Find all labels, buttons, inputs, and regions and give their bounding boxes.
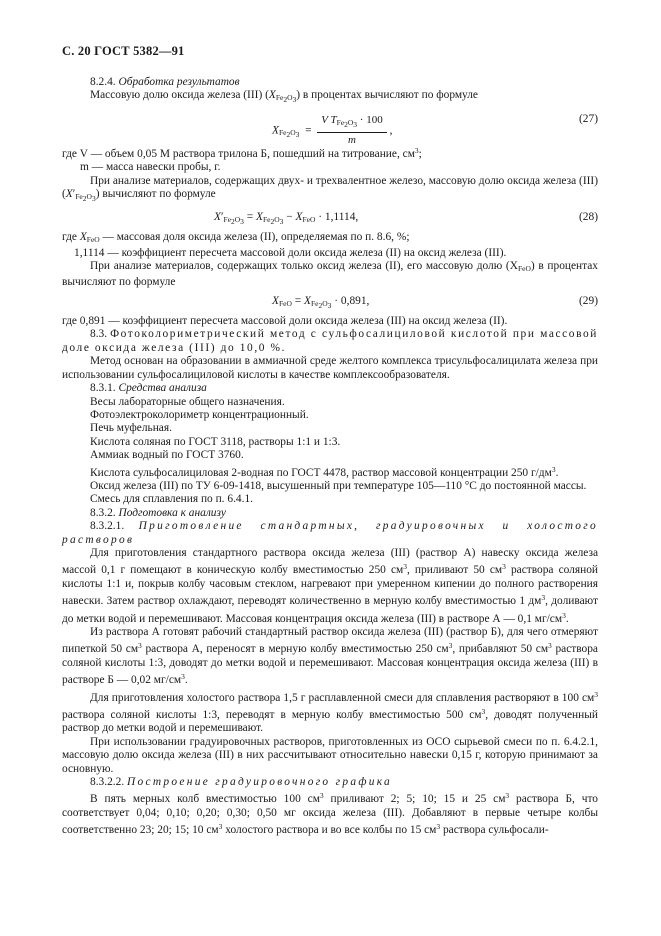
text: При анализе материалов, содержащих двух- и трехвалентное железо, массовую долю оксида железа (III) ( xyxy=(62,174,598,201)
paragraph-intro-27: Массовую долю оксида железа (III) $(X_{Fe_2O_3})$ в процентах вычисляют по формуле xyxy=(90,89,478,105)
text: раствора соляной кислоты 1:3, доводят до метки водой и перемешивают. Массовая концентрация оксида железа (III) в растворе Б — 0,02 мг/см xyxy=(62,643,598,687)
section-8-3-2-heading xyxy=(62,507,598,520)
formula-29 xyxy=(62,293,598,311)
formula-29-expression: $X_{FeO} = X_{Fe_2O_3} \cdot 0,891$, xyxy=(272,295,370,311)
paragraph-feo: При анализе материалов, содержащих только оксид железа (II), его массовую долю $(X_{FeO})$ в процентах вычисляют по формуле xyxy=(62,260,599,288)
text: — массовая доля оксида железа (II), определяемая по п. 8.6, %; xyxy=(99,231,410,244)
text: раствора Б, что соответствует 0,04; 0,10; 0,20; 0,30; 0,50 мг оксида железа (III). Добавляют в первые четыре колбы соответственно 23; 20; 15; 10 см xyxy=(62,793,598,837)
paragraph-calibration-curve: В пять мерных колб вместимостью 100 $см^3$ приливают 2; 5; 10; 15 и 25 $см^3$ раствора Б, что соответствует 0,04; 0,10; 0,20; 0,30; 0,50 мг оксида железа (III). Добавляют в первые четыре колбы соответственно 23; 20; 15; 10 $см^3$ холостого раствора и во все колбы по 15 $см^3$ раствора сульфосали- xyxy=(62,791,598,837)
section-title: Фотоколориметрический метод с сульфосалициловой кислотой при массовой доле оксида железа (III) до 10,0 %. xyxy=(62,328,598,354)
equipment-item: Фотоэлектроколориметр концентрационный. xyxy=(90,408,309,421)
text: , прибавляют 50 см xyxy=(452,643,549,656)
formula-28 xyxy=(62,209,598,227)
equipment-item-mix: Смесь для сплавления по п. 6.4.1. xyxy=(90,493,254,506)
method-description: Метод основан на образовании в аммиачной среде желтого комплекса трисульфосалицилата железа при использовании сульфосалициловой кислоты в качестве комплексообразователя. xyxy=(62,355,598,381)
where-28-line1: где $X_{FeO}$ — массовая доля оксида железа (II), определяемая по п. 8.6, %; xyxy=(62,231,410,245)
text: · 1,1114, xyxy=(315,211,359,224)
section-8-3-2-1-heading xyxy=(62,520,598,547)
section-number: 8.3.1. xyxy=(90,382,116,395)
section-number: 8.3.2.1. xyxy=(90,520,125,533)
where-29: где 0,891 — коэффициент пересчета массовой доли оксида железа (III) на оксид железа (II). xyxy=(62,315,508,328)
section-number: 8.3.2.2. xyxy=(90,776,125,789)
text: , доводят полученный раствор до метки водой и перемешивают. xyxy=(62,709,598,735)
where-28-line2: 1,1114 — коэффициент пересчета массовой доли оксида железа (II) на оксид железа (III). xyxy=(74,246,507,259)
text: раствора сульфосали- xyxy=(440,824,549,837)
text: раствора соляной кислоты 1:1 и, покрыв колбу часовым стеклом, нагревают при умеренном кипении до полного растворения навески. Затем раствор охлаждают, переводят количественно в мерную колбу вместимостью 1 дм xyxy=(62,564,598,608)
text: Кислота сульфосалициловая 2-водная по ГОСТ 4478, раствор массовой концентрации 250 г/дм xyxy=(90,466,552,479)
equipment-item-oxide: Оксид железа (III) по ТУ 6-09-1418, высушенный при температуре 105—110 °С до постоянной массы. xyxy=(90,479,587,492)
formula-27 xyxy=(62,111,598,147)
document-body xyxy=(62,76,598,838)
where-27-line2: m — масса навески пробы, г. xyxy=(80,161,221,174)
formula-28-number: (28) xyxy=(579,211,598,224)
paragraph-mixed: При анализе материалов, содержащих двух- и трехвалентное железо, массовую долю оксида железа (III) $(X'_{Fe_2O_3})$ вычисляют по формуле xyxy=(62,174,598,204)
text: приливают 2; 5; 10; 15 и 25 см xyxy=(323,793,506,806)
paragraph-blank-solution: Для приготовления холостого раствора 1,5 г расплавленной смеси для сплавления растворяют в 100 $см^3$ раствора соляной кислоты 1:3, переводят в мерную колбу вместимостью 500 $см^3$, доводят полученный раствор до метки водой и перемешивают. xyxy=(62,689,598,735)
text: · 0,891, xyxy=(331,295,370,308)
page-header: С. 20 ГОСТ 5382—91 xyxy=(62,44,185,58)
paragraph-calibration-solutions: При использовании градуировочных растворов, приготовленных из ОСО сырьевой смеси по п. 6.4.2.1, массовую долю оксида железа (III) в них рассчитывают относительно навески 0,15 г, которую принимают за основную. xyxy=(62,735,598,775)
equipment-item: Кислота соляная по ГОСТ 3118, растворы 1:1 и 1:3. xyxy=(90,435,341,448)
equipment-item: Печь муфельная. xyxy=(90,422,172,435)
paragraph-solution-b: Из раствора А готовят рабочий стандартный раствор оксида железа (III) (раствор Б), для чего отмеряют пипеткой 50 $см^3$ раствора А, переносят в мерную колбу вместимостью 250 $см^3$, прибавляют 50 $см^3$ раствора соляной кислоты 1:3, доводят до метки водой и перемешивают. Массовая концентрация оксида железа (III) в растворе Б — 0,02 $мг/см^3$. xyxy=(62,626,598,687)
section-8-3-1-heading xyxy=(62,382,598,395)
formula-29-number: (29) xyxy=(579,295,598,308)
text: , доливают до метки водой и перемешивают. Массовая концентрация оксида железа (III) в растворе А — 0,1 мг/см xyxy=(62,595,599,625)
section-8-3-2-2-heading xyxy=(62,776,598,789)
equipment-item: Аммиак водный по ГОСТ 3760. xyxy=(90,449,244,462)
text: , приливают 50 см xyxy=(406,564,503,577)
text: · 100 xyxy=(357,113,383,126)
equipment-item: Весы лабораторные общего назначения. xyxy=(90,395,285,408)
section-title: Обработка результатов xyxy=(118,76,240,88)
section-title: Построение градуировочного графика xyxy=(127,776,393,789)
formula-27-number: (27) xyxy=(579,112,598,125)
text: где V — объем 0,05 М раствора трилона Б, пошедший на титрование, см xyxy=(62,147,415,160)
text: холостого раствора и во все колбы по 15 см xyxy=(222,824,437,837)
text: ) вычисляют по формуле xyxy=(95,188,216,201)
text: , xyxy=(389,124,393,137)
text: Для приготовления стандартного раствора оксида железа (III) (раствор А) навеску оксида железа массой 0,1 г помещают в коническую колбу вместимостью 250 см xyxy=(62,546,598,577)
text: m xyxy=(347,134,356,147)
text: раствора соляной кислоты 1:3, переводят в мерную колбу вместимостью 500 см xyxy=(62,709,482,722)
text: Для приготовления холостого раствора 1,5 г расплавленной смеси для сплавления растворяют в 100 см xyxy=(90,691,595,704)
where-27-line1: где V — объем 0,05 М раствора трилона Б, пошедший на титрование, $см^3$; xyxy=(62,145,422,160)
formula-27-fraction: $\frac{V T_{Fe_2O_3} \cdot 100}{m}$ xyxy=(317,114,386,148)
section-title: Средства анализа xyxy=(118,382,207,395)
text: раствора А, переносят в мерную колбу вместимостью 250 см xyxy=(141,643,449,656)
paragraph-solution-a: Для приготовления стандартного раствора оксида железа (III) (раствор А) навеску оксида железа массой 0,1 г помещают в коническую колбу вместимостью 250 $см^3$, приливают 50 $см^3$ раствора соляной кислоты 1:1 и, покрыв колбу часовым стеклом, нагревают при умеренном кипении до полного растворения навески. Затем раствор охлаждают, переводят количественно в мерную колбу вместимостью 1 $дм^3$, доливают до метки водой и перемешивают. Массовая концентрация оксида железа (III) в растворе А — 0,1 $мг/см^3$. xyxy=(62,546,599,625)
section-number: 8.3.2. xyxy=(90,506,116,519)
section-number: 8.3. xyxy=(90,328,108,341)
text: ) в процентах вычисляют по формуле xyxy=(296,89,478,102)
section-8-3-heading xyxy=(62,328,598,355)
text: ) в процентах вычисляют по формуле xyxy=(62,260,599,288)
section-title: Приготовление стандартных, градуировочных и холостого растворов xyxy=(62,520,598,546)
text: При анализе материалов, содержащих только оксид железа (II), его массовую долю (X xyxy=(90,260,518,273)
section-8-2-4-heading xyxy=(62,76,598,89)
text: В пять мерных колб вместимостью 100 см xyxy=(90,793,320,806)
section-number: 8.2.4. xyxy=(90,76,116,88)
formula-28-expression: $X'_{Fe_2O_3} = X_{Fe_2O_3} - X_{FeO} \cdot 1,1114$, xyxy=(214,211,359,227)
section-title: Подготовка к анализу xyxy=(118,506,226,519)
text: Из раствора А готовят рабочий стандартный раствор оксида железа (III) (раствор Б), для чего отмеряют пипеткой 50 см xyxy=(62,626,598,656)
text: Массовую долю оксида железа (III) ( xyxy=(90,89,269,102)
formula-27-expression: $X_{Fe_2O_3}$ = $\frac{V T_{Fe_2O_3} \cdot 100}{m}$ , xyxy=(272,113,393,147)
equipment-item-acid: Кислота сульфосалициловая 2-водная по ГОСТ 4478, раствор массовой концентрации 250 $г/дм^3$. xyxy=(90,464,559,479)
